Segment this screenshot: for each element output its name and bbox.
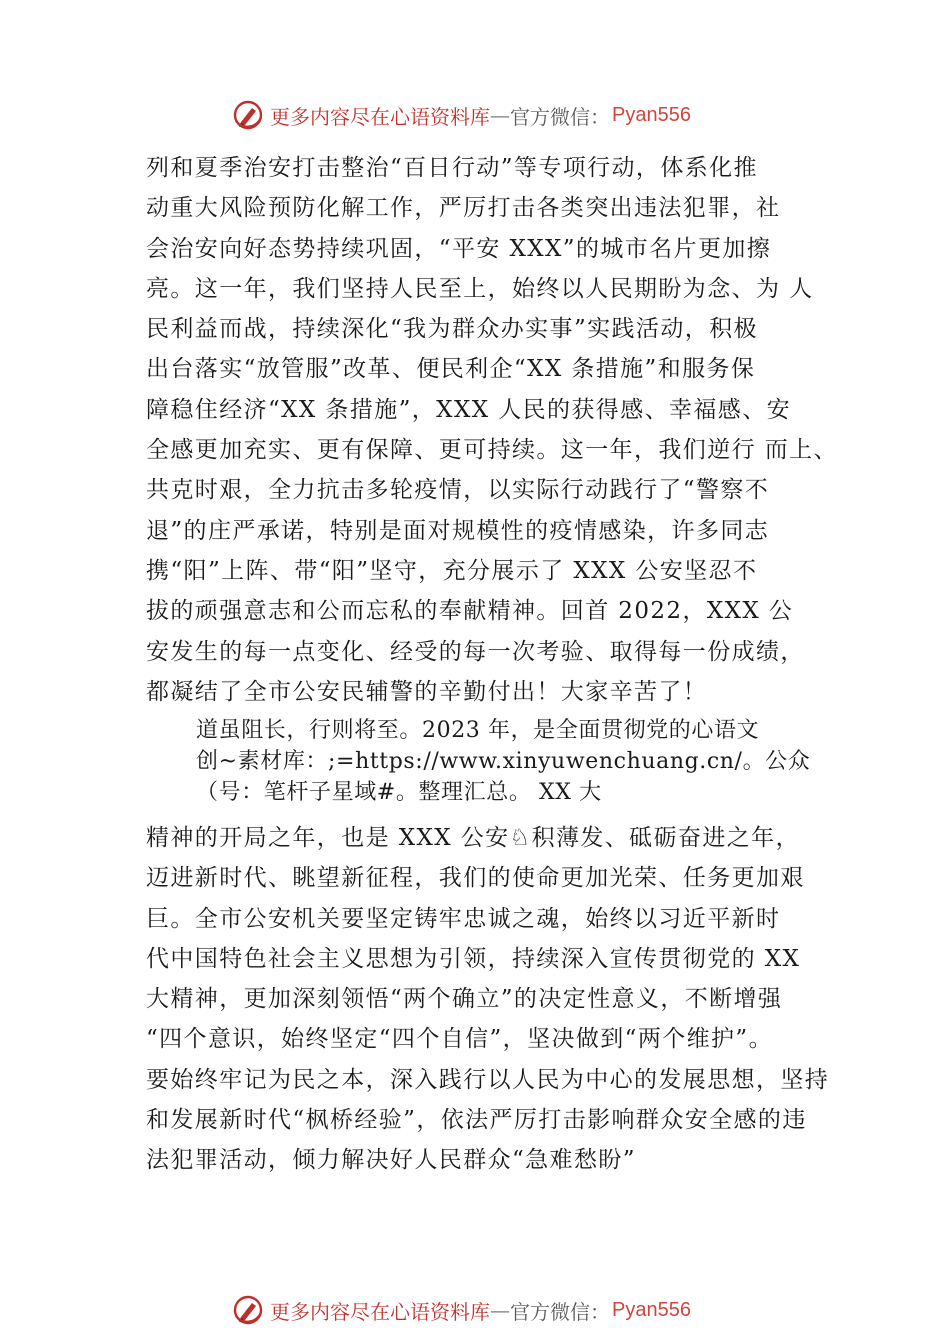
text-line: 和发展新时代“枫桥经验”，依法严厉打击影响群众安全感的违: [146, 1107, 807, 1134]
footer-banner: [232, 1293, 732, 1327]
pen-logo-icon: [232, 99, 264, 131]
footer-brand-text: 更多内容尽在心语资料库: [270, 1299, 490, 1324]
text-line: 障稳住经济“XX 条措施”，XXX 人民的获得感、幸福感、安: [146, 396, 792, 423]
indented-quote-block: [196, 715, 836, 808]
text-line: 大精神，更加深刻领悟“两个确立”的决定性意义，不断增强: [146, 986, 783, 1013]
footer-wechat-handle: Pyan556: [612, 1298, 691, 1321]
text-line: 退”的庄严承诺，特别是面对规模性的疫情感染，许多同志: [146, 517, 770, 544]
text-line: 列和夏季治安打击整治“百日行动”等专项行动，体系化推: [146, 155, 758, 181]
text-line: 携“阳”上阵、带“阳”坚守，充分展示了 XXX 公安坚忍不: [146, 557, 758, 584]
text-line: 动重大风险预防化解工作，严厉打击各类突出违法犯罪，社: [146, 195, 781, 222]
text-line: 亮。这一年，我们坚持人民至上，始终以人民期盼为念、为 人: [146, 275, 814, 302]
header-wechat-handle: Pyan556: [612, 103, 691, 126]
text-line: 法犯罪活动，倾力解决好人民群众“急难愁盼”: [146, 1147, 636, 1174]
text-line: 安发生的每一点变化、经受的每一次考验、取得每一份成绩，: [146, 638, 805, 665]
header-banner: [232, 98, 732, 132]
footer-wechat-label: 官方微信：: [510, 1299, 610, 1324]
text-line: 都凝结了全市公安民辅警的辛勤付出！大家辛苦了！: [146, 678, 708, 705]
pen-logo-icon: [232, 1294, 264, 1326]
header-brand-text: 更多内容尽在心语资料库: [270, 104, 490, 129]
quote-line: （号：笔杆子星域#。整理汇总。 XX 大: [196, 780, 602, 805]
text-line: 全感更加充实、更有保障、更可持续。这一年，我们逆行 而上、: [146, 437, 838, 464]
text-line: 要始终牢记为民之本，深入践行以人民为中心的发展思想，坚持: [146, 1066, 830, 1093]
text-line: 拔的顽强意志和公而忘私的奉献精神。回首 2022，XXX 公: [146, 598, 794, 625]
text-line: 精神的开局之年，也是 XXX 公安♘积薄发、砥砺奋进之年，: [146, 825, 800, 851]
text-line: 共克时艰，全力抗击多轮疫情，以实际行动践行了“警察不: [146, 477, 770, 504]
text-line: 会治安向好态势持续巩固，“平安 XXX”的城市名片更加擦: [146, 235, 772, 262]
paragraph-2: [146, 818, 830, 1181]
paragraph-1: [146, 148, 838, 712]
text-line: 出台落实“放管服”改革、便民利企“XX 条措施”和服务保: [146, 356, 756, 383]
text-line: 代中国特色社会主义思想为引领，持续深入宣传贯彻党的 XX: [146, 945, 801, 972]
text-line: “四个意识，始终坚定“四个自信”，坚决做到“两个维护”。: [146, 1026, 773, 1053]
header-wechat-label: 官方微信：: [510, 104, 610, 129]
quote-line: 道虽阻长，行则将至。2023 年，是全面贯彻党的心语文: [196, 718, 760, 743]
header-separator: —: [490, 103, 510, 127]
text-line: 迈进新时代、眺望新征程，我们的使命更加光荣、任务更加艰: [146, 865, 805, 892]
footer-separator: —: [490, 1298, 510, 1322]
text-line: 巨。全市公安机关要坚定铸牢忠诚之魂，始终以习近平新时: [146, 905, 781, 932]
quote-line: 创~素材库：;=https://www.xinyuwenchuang.cn/。公众: [196, 749, 811, 774]
text-line: 民利益而战，持续深化“我为群众办实事”实践活动，积极: [146, 316, 758, 343]
